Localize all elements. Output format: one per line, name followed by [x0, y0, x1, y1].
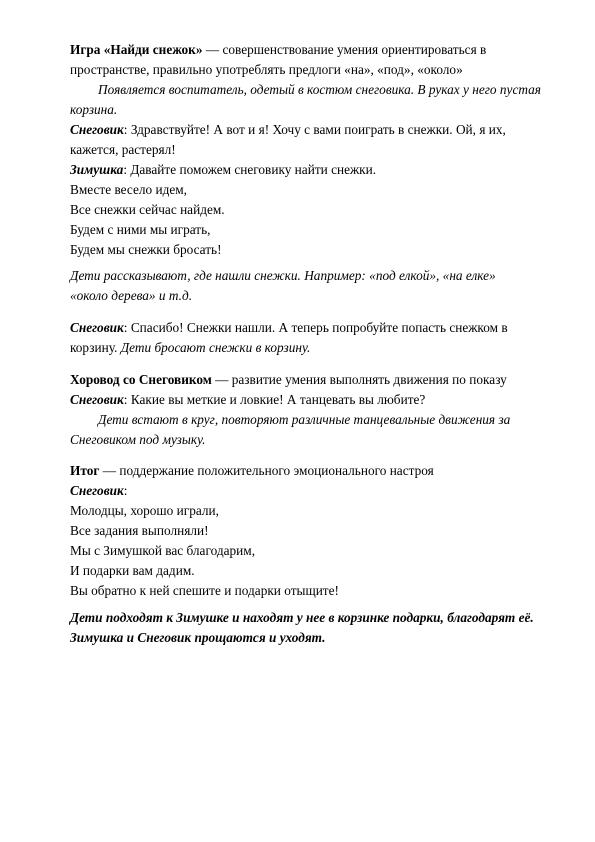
children-answer [70, 266, 550, 306]
dance-goal: — развитие умения выполнять движения по показу [211, 372, 507, 387]
poem-line: Вы обратно к ней спешите и подарки отыщите! [70, 583, 339, 598]
speaker-zimushka: Зимушка [70, 162, 124, 177]
poem-line: Вместе весело идем, [70, 182, 187, 197]
game-goal-line1: — совершенствование умения ориентироваться в [202, 42, 487, 57]
dance-action-line1: Дети встают в круг, повторяют различные танцевальные движения за [98, 412, 511, 427]
dance-title: Хоровод со Снеговиком [70, 372, 212, 387]
final-line2: Зимушка и Снеговик прощаются и уходят. [70, 630, 326, 645]
poem-line: Молодцы, хорошо играли, [70, 503, 219, 518]
snowman-speech-1 [70, 120, 550, 140]
speech-text: корзину. [70, 340, 121, 355]
dance-section [70, 370, 550, 450]
result-heading-line [70, 461, 550, 481]
zimushka-speech [70, 160, 550, 180]
snowman-thanks [70, 318, 550, 358]
snowman-speech-3-line2 [70, 338, 550, 358]
dance-action-line2: Снеговиком под музыку. [70, 432, 206, 447]
dance-speech [70, 390, 550, 410]
speaker-snowman: Снеговик [70, 122, 124, 137]
speaker-colon: : [123, 483, 128, 498]
game-heading-line [70, 40, 550, 60]
speaker-snowman: Снеговик [70, 320, 124, 335]
children-throw: Дети бросают снежки в корзину. [120, 340, 311, 355]
speech-text: : Спасибо! Снежки нашли. А теперь попробуйте попасть снежком в [123, 320, 508, 335]
game-title: Игра «Найди снежок» [70, 42, 203, 57]
poem-line: Будем мы снежки бросать! [70, 242, 222, 257]
dance-heading-line [70, 370, 550, 390]
game-section [70, 40, 550, 260]
speaker-snowman: Снеговик [70, 483, 124, 498]
poem-line: Все задания выполняли! [70, 523, 209, 538]
game-intro-line2: корзина. [70, 102, 118, 117]
final-line1: Дети подходят к Зимушке и находят у нее в корзинке подарки, благодарят её. [70, 610, 534, 625]
game-intro-line1: Появляется воспитатель, одетый в костюм снеговика. В руках у него пустая [98, 82, 541, 97]
speaker-snowman: Снеговик [70, 392, 124, 407]
speech-text: : Давайте поможем снеговику найти снежки. [123, 162, 377, 177]
result-speaker-line [70, 481, 550, 501]
speech-text: : Здравствуйте! А вот и я! Хочу с вами поиграть в снежки. Ой, я их, [123, 122, 506, 137]
snowman-speech-1-line2: кажется, растерял! [70, 142, 176, 157]
poem-line: Все снежки сейчас найдем. [70, 202, 225, 217]
result-title: Итог [70, 463, 100, 478]
final-action [70, 608, 550, 648]
children-line1: Дети рассказывают, где нашли снежки. Например: «под елкой», «на елке» [70, 268, 496, 283]
poem-line: Мы с Зимушкой вас благодарим, [70, 543, 256, 558]
poem-line: Будем с ними мы играть, [70, 222, 211, 237]
result-section [70, 461, 550, 601]
poem-line: И подарки вам дадим. [70, 563, 195, 578]
children-line2: «около дерева» и т.д. [70, 288, 193, 303]
result-goal: — поддержание положительного эмоционального настроя [99, 463, 434, 478]
speech-text: : Какие вы меткие и ловкие! А танцевать вы любите? [123, 392, 426, 407]
snowman-speech-3 [70, 318, 550, 338]
game-goal-line2: пространстве, правильно употреблять предлоги «на», «под», «около» [70, 62, 463, 77]
